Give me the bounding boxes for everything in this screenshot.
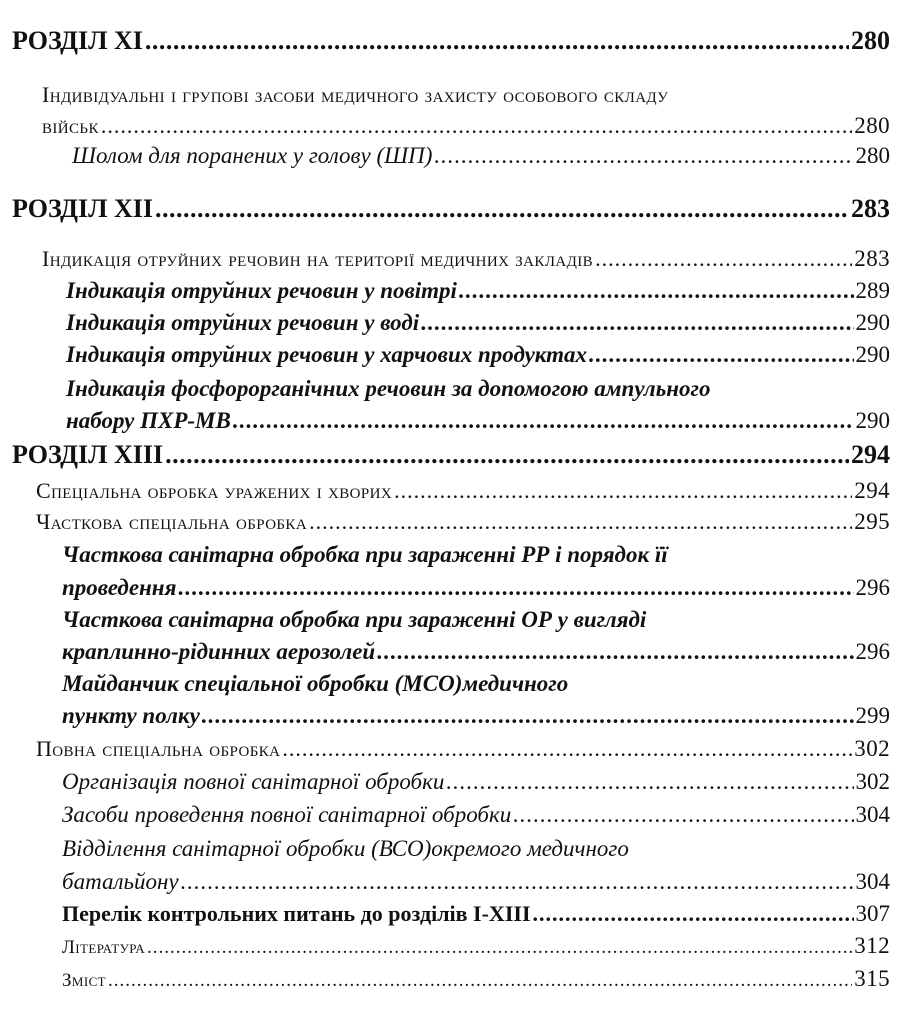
toc-page-number: 283 [851, 194, 890, 223]
toc-title: набору ПХР-МВ [66, 408, 231, 433]
dot-leader [421, 310, 853, 336]
toc-page-number: 290 [855, 408, 890, 433]
dot-leader [202, 703, 854, 729]
toc-page-number: 295 [854, 509, 890, 534]
toc-page-number: 312 [854, 933, 890, 958]
toc-title: проведення [62, 575, 177, 600]
dot-leader [101, 113, 852, 139]
dot-leader [394, 478, 852, 504]
toc-page-number: 294 [854, 478, 890, 503]
dot-leader [595, 246, 852, 272]
toc-entry-contents[interactable] [62, 966, 890, 992]
toc-subsection-title-line[interactable] [62, 542, 668, 568]
toc-page-number: 283 [854, 246, 890, 271]
toc-subsection-helmet[interactable] [72, 143, 890, 169]
dot-leader [446, 769, 853, 795]
toc-title: Повна спеціальна обробка [36, 736, 281, 761]
toc-title: Індикація фосфорорганічних речовин за допомогою ампульного [66, 376, 711, 401]
dot-leader [309, 509, 852, 535]
toc-section-indication[interactable] [42, 246, 890, 272]
toc-title: Індикація отруйних речовин у повітрі [66, 278, 457, 303]
dot-leader [459, 278, 854, 304]
toc-subsection-title-line[interactable] [62, 607, 646, 633]
toc-chapter-xiii[interactable] [12, 440, 890, 470]
toc-page-number: 304 [855, 802, 890, 827]
toc-title: батальйону [62, 869, 179, 894]
toc-page-number: 307 [855, 901, 890, 926]
dot-leader [178, 575, 853, 601]
toc-page-number: 290 [855, 342, 890, 367]
toc-title: Література [62, 937, 146, 958]
toc-title: Індикація отруйних речовин у харчових продуктах [66, 342, 588, 367]
toc-chapter-xi[interactable] [12, 26, 890, 56]
toc-title: Індивідуальні і групові засоби медичного захисту особового складу [42, 82, 669, 107]
toc-title: Зміст [62, 970, 107, 991]
toc-page-number: 299 [855, 703, 890, 728]
toc-page-number: 304 [855, 869, 890, 894]
toc-entry-literature[interactable] [62, 933, 890, 959]
toc-page-number: 289 [855, 278, 890, 303]
toc-page-number: 280 [851, 26, 890, 55]
toc-page-number: 302 [855, 769, 890, 794]
toc-section-special-treatment[interactable] [36, 478, 890, 504]
toc-title: Індикація отруйних речовин на території медичних закладів [42, 246, 594, 271]
toc-chapter-xii[interactable] [12, 194, 890, 224]
toc-page-number: 302 [854, 736, 890, 761]
toc-subsection-means[interactable] [62, 802, 890, 828]
toc-title: Організація повної санітарної обробки [62, 769, 445, 794]
toc-title: Майданчик спеціальної обробки (МСО)медичного [62, 671, 569, 696]
toc-title: пункту полку [62, 703, 200, 728]
toc-section-partial-treatment[interactable] [36, 509, 890, 535]
toc-entry-questions[interactable] [62, 901, 890, 927]
toc-title: Відділення санітарної обробки (ВСО)окремого медичного [62, 836, 629, 861]
toc-subsection-air[interactable] [66, 278, 890, 304]
toc-subsection-vso[interactable] [62, 869, 890, 895]
toc-page-number: 296 [855, 639, 890, 664]
toc-title: Часткова спеціальна обробка [36, 509, 308, 534]
dot-leader [155, 194, 849, 224]
toc-title: краплинно-рідинних аерозолей [62, 639, 376, 664]
toc-title: Перелік контрольних питань до розділів I-XIII [62, 901, 531, 926]
dot-leader [533, 901, 854, 927]
toc-title: РОЗДІЛ XIII [12, 440, 164, 469]
toc-subsection-organization[interactable] [62, 769, 890, 795]
toc-subsection-title-line[interactable] [66, 376, 711, 402]
toc-section-full-treatment[interactable] [36, 736, 890, 762]
dot-leader [233, 408, 854, 434]
toc-subsection-partial-or[interactable] [62, 639, 890, 665]
toc-page-number: 280 [855, 143, 890, 168]
dot-leader [165, 440, 849, 470]
toc-subsection-mso[interactable] [62, 703, 890, 729]
toc-section-title-line[interactable] [42, 82, 668, 108]
toc-section-personal-protection[interactable] [42, 113, 890, 139]
toc-title: РОЗДІЛ XI [12, 26, 143, 55]
toc-title: військ [42, 113, 99, 138]
dot-leader [282, 736, 852, 762]
toc-title: РОЗДІЛ XII [12, 194, 153, 223]
toc-subsection-food[interactable] [66, 342, 890, 368]
toc-subsection-title-line[interactable] [62, 836, 629, 862]
toc-page-number: 280 [854, 113, 890, 138]
dot-leader [181, 869, 854, 895]
dot-leader [377, 639, 853, 665]
dot-leader [589, 342, 853, 368]
toc-subsection-ampoule[interactable] [66, 408, 890, 434]
toc-page-number: 296 [855, 575, 890, 600]
toc-title: Шолом для поранених у голову (ШП) [72, 143, 433, 168]
toc-title: Часткова санітарна обробка при зараженні РР і порядок її [62, 542, 668, 567]
toc-page-number: 294 [851, 440, 890, 469]
toc-title: Спеціальна обробка уражених і хворих [36, 478, 393, 503]
toc-title: Індикація отруйних речовин у воді [66, 310, 420, 335]
dot-leader [108, 970, 852, 992]
dot-leader [145, 26, 849, 56]
toc-subsection-water[interactable] [66, 310, 890, 336]
dot-leader [513, 802, 853, 828]
toc-subsection-title-line[interactable] [62, 671, 568, 697]
toc-page-number: 290 [855, 310, 890, 335]
dot-leader [434, 143, 853, 169]
toc-title: Засоби проведення повної санітарної обробки [62, 802, 512, 827]
toc-subsection-partial-rr[interactable] [62, 575, 890, 601]
toc-page-number: 315 [854, 966, 890, 991]
dot-leader [147, 937, 852, 959]
toc-title: Часткова санітарна обробка при зараженні ОР у вигляді [62, 607, 647, 632]
